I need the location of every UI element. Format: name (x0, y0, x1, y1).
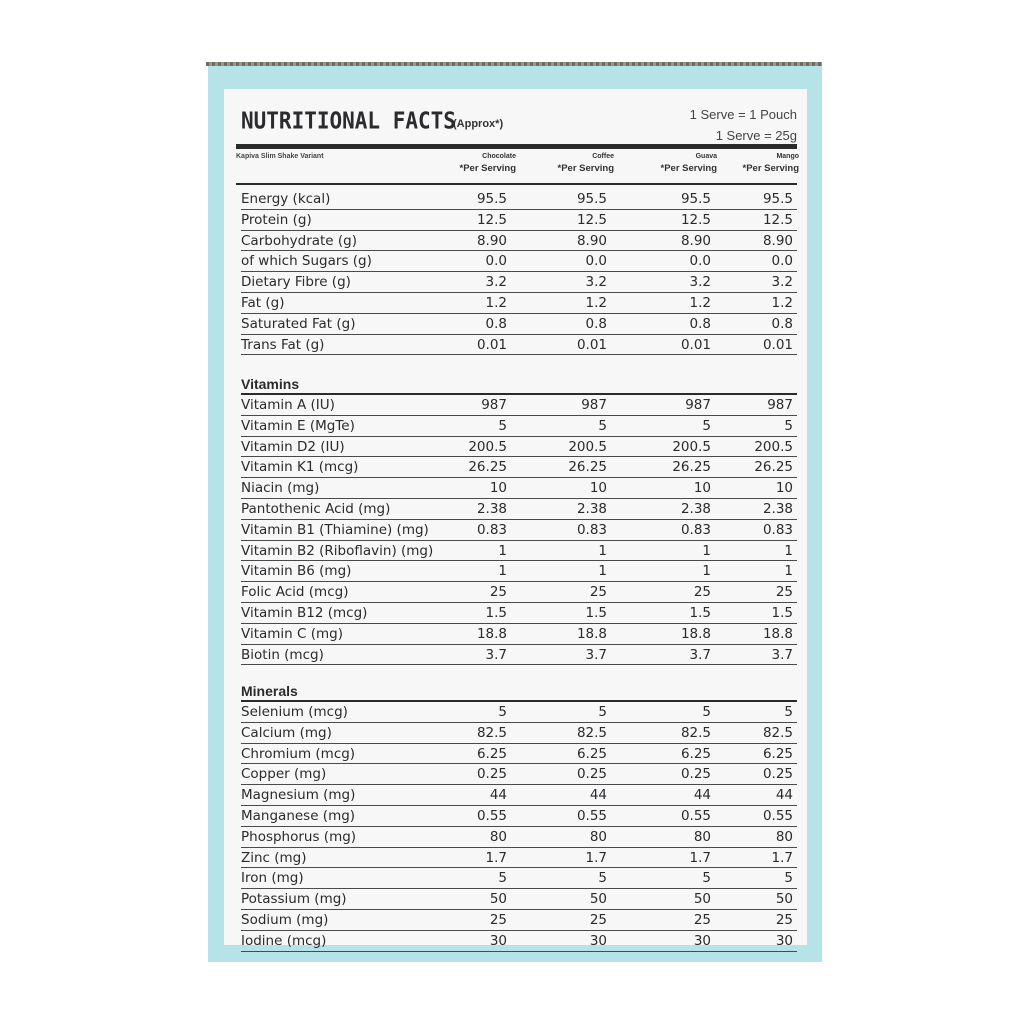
row-pantothenic-acid-mg (241, 499, 797, 520)
nutrient-value: 6.25 (680, 745, 711, 762)
nutrient-value: 1.5 (485, 604, 507, 621)
nutrient-value: 0.01 (576, 336, 607, 353)
nutrient-value: 0.55 (680, 807, 711, 824)
nutrient-value: 0.8 (585, 315, 607, 332)
nutrient-value: 95.5 (762, 191, 793, 207)
row-niacin-mg (241, 478, 797, 499)
nutrient-label: Chromium (mcg) (241, 745, 356, 762)
nutrient-value: 26.25 (468, 459, 507, 476)
nutrient-value: 1.7 (771, 849, 793, 866)
nutrient-value: 0.8 (485, 315, 507, 332)
nutrient-value: 1.7 (689, 849, 711, 866)
row-trans-fat-g (241, 335, 797, 356)
nutrient-value: 25 (589, 584, 607, 601)
nutrient-value: 2.38 (476, 500, 507, 517)
flavor-name: Mango (776, 153, 799, 160)
nutrient-label: Selenium (mcg) (241, 704, 348, 720)
variant-label: Kapiva Slim Shake Variant (236, 153, 324, 160)
nutrient-label: Magnesium (mg) (241, 787, 356, 804)
nutrient-value: 0.0 (689, 253, 711, 270)
nutrition-panel (224, 89, 807, 949)
nutrient-value: 6.25 (762, 745, 793, 762)
nutrient-value: 8.90 (762, 232, 793, 249)
row-vitamin-c-mg (241, 624, 797, 645)
nutrient-value: 30 (589, 932, 607, 949)
nutrient-value: 1 (498, 542, 507, 559)
row-of-which-sugars-g (241, 251, 797, 272)
nutrient-value: 10 (589, 480, 607, 497)
nutrient-value: 0.25 (762, 766, 793, 783)
nutrient-value: 1.5 (689, 604, 711, 621)
nutrient-value: 1.2 (771, 294, 793, 311)
nutrient-label: Pantothenic Acid (mg) (241, 500, 391, 517)
nutrient-value: 987 (581, 397, 607, 413)
nutrient-label: Vitamin D2 (IU) (241, 438, 345, 455)
nutrient-label: Sodium (mg) (241, 911, 329, 928)
nutrient-value: 10 (775, 480, 793, 497)
nutrient-value: 1.5 (771, 604, 793, 621)
nutrient-value: 3.2 (689, 274, 711, 291)
nutrient-value: 0.25 (476, 766, 507, 783)
row-chromium-mcg (241, 744, 797, 765)
nutrient-value: 26.25 (568, 459, 607, 476)
section-title: Vitamins (241, 376, 300, 392)
nutrient-value: 1.2 (689, 294, 711, 311)
nutrient-value: 3.7 (585, 646, 607, 663)
nutrient-value: 8.90 (476, 232, 507, 249)
nutrient-value: 10 (489, 480, 507, 497)
nutrient-value: 25 (693, 911, 711, 928)
nutrient-value: 10 (693, 480, 711, 497)
nutrient-value: 1 (702, 563, 711, 580)
nutrient-value: 5 (498, 704, 507, 720)
nutrient-value: 0.55 (576, 807, 607, 824)
nutrient-value: 8.90 (680, 232, 711, 249)
nutrient-value: 1.5 (585, 604, 607, 621)
row-vitamin-b2-riboflavin-mg (241, 541, 797, 562)
row-copper-mg (241, 764, 797, 785)
nutrient-value: 12.5 (476, 211, 507, 228)
nutrients-section (241, 189, 797, 355)
nutrient-label: Vitamin K1 (mcg) (241, 459, 359, 476)
serve-grams: 1 Serve = 25g (715, 128, 797, 143)
per-serving-label: *Per Serving (660, 163, 717, 174)
nutrient-value: 0.25 (576, 766, 607, 783)
flavor-name: Guava (695, 153, 717, 160)
row-selenium-mcg (241, 702, 797, 723)
nutrient-label: Iodine (mcg) (241, 932, 327, 949)
nutrient-value: 82.5 (576, 724, 607, 741)
nutrient-label: Phosphorus (mg) (241, 828, 357, 845)
header-divider (236, 183, 797, 185)
nutrient-label: Manganese (mg) (241, 807, 356, 824)
nutrient-label: Energy (kcal) (241, 191, 331, 207)
row-vitamin-a-iu (241, 395, 797, 416)
nutrient-value: 82.5 (762, 724, 793, 741)
nutrient-label: Saturated Fat (g) (241, 315, 356, 332)
row-magnesium-mg (241, 785, 797, 806)
row-vitamin-b1-thiamine-mg (241, 520, 797, 541)
nutrient-label: Calcium (mg) (241, 724, 332, 741)
minerals-section (241, 682, 797, 952)
nutrient-value: 0.8 (771, 315, 793, 332)
nutrient-value: 44 (489, 787, 507, 804)
nutrient-value: 5 (498, 417, 507, 434)
nutrient-value: 5 (598, 417, 607, 434)
row-biotin-mcg (241, 645, 797, 666)
nutrient-value: 987 (481, 397, 507, 413)
nutrient-value: 0.0 (771, 253, 793, 270)
nutrient-value: 200.5 (672, 438, 711, 455)
nutrient-value: 25 (489, 584, 507, 601)
nutrient-label: Vitamin B2 (Riboflavin) (mg) (241, 542, 434, 559)
nutrient-value: 1 (498, 563, 507, 580)
column-chocolate (436, 153, 516, 174)
nutrient-value: 25 (693, 584, 711, 601)
nutrient-value: 1 (702, 542, 711, 559)
nutrient-value: 1 (784, 563, 793, 580)
nutrient-label: Folic Acid (mcg) (241, 584, 349, 601)
nutrient-value: 0.55 (762, 807, 793, 824)
serve-pouch: 1 Serve = 1 Pouch (689, 107, 797, 122)
nutrient-value: 0.55 (476, 807, 507, 824)
title-divider (236, 144, 797, 149)
nutrient-value: 30 (775, 932, 793, 949)
nutrient-value: 1 (598, 542, 607, 559)
row-iron-mg (241, 868, 797, 889)
row-iodine-mcg (241, 931, 797, 952)
nutrient-value: 0.0 (485, 253, 507, 270)
nutrient-value: 1.7 (485, 849, 507, 866)
nutrient-value: 18.8 (680, 625, 711, 642)
nutrient-value: 80 (775, 828, 793, 845)
nutrient-value: 5 (498, 870, 507, 887)
row-calcium-mg (241, 723, 797, 744)
row-saturated-fat-g (241, 314, 797, 335)
row-energy-kcal (241, 189, 797, 210)
per-serving-label: *Per Serving (557, 163, 614, 174)
nutrient-value: 5 (784, 704, 793, 720)
nutrient-value: 30 (489, 932, 507, 949)
row-folic-acid-mcg (241, 582, 797, 603)
nutrient-value: 0.01 (680, 336, 711, 353)
nutrient-label: Dietary Fibre (g) (241, 274, 351, 291)
column-mango (719, 153, 799, 174)
nutrient-value: 26.25 (754, 459, 793, 476)
nutrient-value: 25 (775, 911, 793, 928)
nutrient-value: 3.7 (771, 646, 793, 663)
nutrient-value: 44 (589, 787, 607, 804)
vitamins-section (241, 375, 797, 665)
nutrient-value: 26.25 (672, 459, 711, 476)
nutrient-value: 0.83 (476, 521, 507, 538)
nutrient-value: 200.5 (754, 438, 793, 455)
nutrient-label: Trans Fat (g) (241, 336, 325, 353)
row-vitamin-e-mgte (241, 416, 797, 437)
section-title: Minerals (241, 683, 298, 699)
column-header-row (236, 151, 797, 181)
row-manganese-mg (241, 806, 797, 827)
nutrient-label: Protein (g) (241, 211, 312, 228)
row-carbohydrate-g (241, 231, 797, 252)
nutrient-value: 12.5 (680, 211, 711, 228)
nutrient-value: 80 (589, 828, 607, 845)
nutrient-label: Vitamin B1 (Thiamine) (mg) (241, 521, 429, 538)
nutrient-value: 18.8 (576, 625, 607, 642)
nutrient-value: 50 (775, 891, 793, 908)
nutrient-value: 3.2 (585, 274, 607, 291)
nutrient-value: 1 (598, 563, 607, 580)
nutrient-label: Carbohydrate (g) (241, 232, 358, 249)
row-sodium-mg (241, 910, 797, 931)
nutrient-value: 987 (685, 397, 711, 413)
nutrient-label: Copper (mg) (241, 766, 327, 783)
nutrient-value: 3.7 (689, 646, 711, 663)
nutrient-value: 80 (489, 828, 507, 845)
row-vitamin-b12-mcg (241, 603, 797, 624)
flavor-name: Chocolate (482, 153, 516, 160)
nutrient-value: 1.2 (485, 294, 507, 311)
row-vitamin-k1-mcg (241, 457, 797, 478)
nutrient-label: Niacin (mg) (241, 480, 320, 497)
row-fat-g (241, 293, 797, 314)
row-zinc-mg (241, 848, 797, 869)
nutrient-value: 2.38 (576, 500, 607, 517)
nutrient-value: 0.01 (762, 336, 793, 353)
nutrient-value: 2.38 (680, 500, 711, 517)
nutrient-value: 200.5 (468, 438, 507, 455)
nutrient-value: 44 (775, 787, 793, 804)
nutrient-value: 5 (702, 417, 711, 434)
nutrient-value: 95.5 (680, 191, 711, 207)
nutrient-value: 12.5 (762, 211, 793, 228)
nutrient-value: 0.01 (476, 336, 507, 353)
flavor-name: Coffee (592, 153, 614, 160)
nutrient-value: 3.2 (485, 274, 507, 291)
nutrient-label: Potassium (mg) (241, 891, 347, 908)
nutrient-value: 82.5 (680, 724, 711, 741)
nutrient-value: 12.5 (576, 211, 607, 228)
nutrient-value: 95.5 (576, 191, 607, 207)
nutrient-value: 3.7 (485, 646, 507, 663)
nutrient-value: 80 (693, 828, 711, 845)
nutrient-value: 1.7 (585, 849, 607, 866)
nutrient-value: 200.5 (568, 438, 607, 455)
nutrient-value: 1.2 (585, 294, 607, 311)
nutrient-value: 5 (702, 704, 711, 720)
nutrient-value: 50 (589, 891, 607, 908)
row-potassium-mg (241, 889, 797, 910)
nutrient-value: 0.83 (762, 521, 793, 538)
nutrient-value: 95.5 (476, 191, 507, 207)
nutrient-value: 5 (598, 704, 607, 720)
per-serving-label: *Per Serving (742, 163, 799, 174)
nutrient-value: 0.83 (576, 521, 607, 538)
nutrient-label: Vitamin A (IU) (241, 397, 335, 413)
nutrient-value: 82.5 (476, 724, 507, 741)
nutrient-value: 5 (702, 870, 711, 887)
per-serving-label: *Per Serving (459, 163, 516, 174)
nutrient-value: 0.0 (585, 253, 607, 270)
approx-note: (Approx*) (453, 118, 504, 130)
nutrient-value: 6.25 (576, 745, 607, 762)
nutrient-value: 5 (598, 870, 607, 887)
nutrient-value: 44 (693, 787, 711, 804)
panel-title: NUTRITIONAL FACTS (241, 107, 456, 134)
row-vitamin-b6-mg (241, 561, 797, 582)
nutrient-value: 25 (589, 911, 607, 928)
row-protein-g (241, 210, 797, 231)
row-phosphorus-mg (241, 827, 797, 848)
nutrient-label: Biotin (mcg) (241, 646, 324, 663)
nutrient-value: 2.38 (762, 500, 793, 517)
nutrient-value: 987 (767, 397, 793, 413)
nutrient-value: 1 (784, 542, 793, 559)
nutrient-label: Vitamin B6 (mg) (241, 563, 352, 580)
nutrient-value: 0.25 (680, 766, 711, 783)
nutrient-value: 5 (784, 417, 793, 434)
nutrient-label: Vitamin C (mg) (241, 625, 343, 642)
column-coffee (534, 153, 614, 174)
column-guava (637, 153, 717, 174)
nutrient-value: 5 (784, 870, 793, 887)
nutrient-value: 18.8 (476, 625, 507, 642)
nutrient-value: 3.2 (771, 274, 793, 291)
nutrient-value: 50 (489, 891, 507, 908)
nutrient-label: Vitamin E (MgTe) (241, 417, 355, 434)
nutrient-label: Vitamin B12 (mcg) (241, 604, 368, 621)
nutrient-label: Fat (g) (241, 294, 285, 311)
nutrient-value: 18.8 (762, 625, 793, 642)
row-dietary-fibre-g (241, 272, 797, 293)
nutrient-value: 30 (693, 932, 711, 949)
nutrient-label: Iron (mg) (241, 870, 304, 887)
nutrient-value: 25 (775, 584, 793, 601)
nutrient-value: 25 (489, 911, 507, 928)
row-vitamin-d2-iu (241, 437, 797, 458)
nutrient-value: 6.25 (476, 745, 507, 762)
nutrient-value: 0.83 (680, 521, 711, 538)
nutrient-label: of which Sugars (g) (241, 253, 372, 270)
nutrient-value: 0.8 (689, 315, 711, 332)
nutrient-label: Zinc (mg) (241, 849, 307, 866)
nutrient-value: 8.90 (576, 232, 607, 249)
nutrient-value: 50 (693, 891, 711, 908)
